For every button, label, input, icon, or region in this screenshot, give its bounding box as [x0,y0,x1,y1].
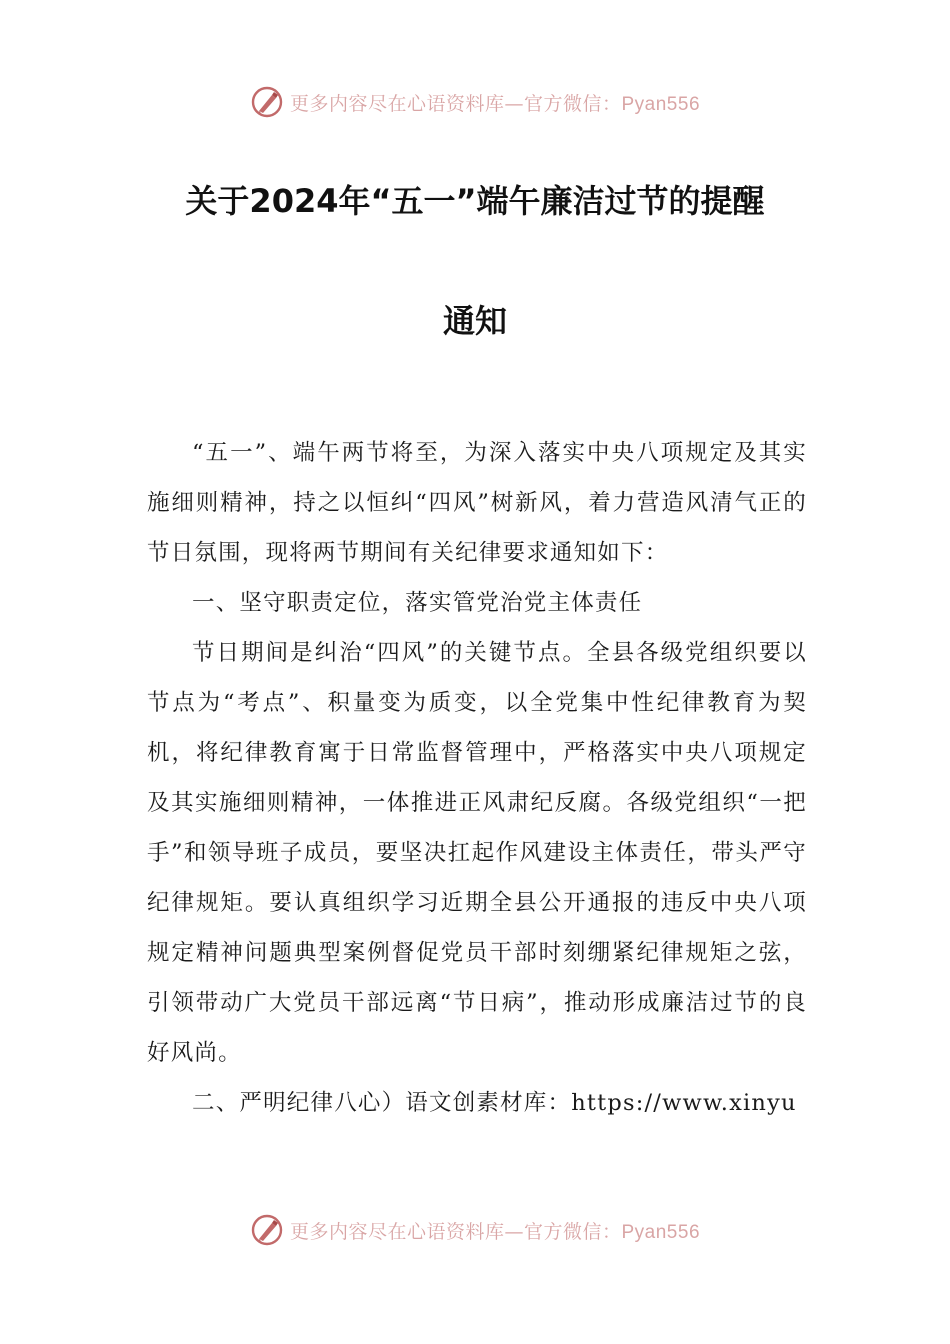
watermark-wechat-id: Pyan556 [621,93,701,115]
section-heading-2: 二、严明纪律八心）语文创素材库：https://www.xinyu [192,1090,797,1116]
paragraph-intro: “五一”、端午两节将至，为深入落实中央八项规定及其实施细则精神，持之以恒纠“四风”树新风，着力营造风清气正的节日氛围，现将两节期间有关纪律要求通知如下： [147,440,807,566]
section-heading-1: 一、坚守职责定位，落实管党治党主体责任 [192,590,643,616]
pen-nib-logo-icon [250,85,284,119]
watermark-text: 更多内容尽在心语资料库—官方微信：Pyan556 [289,92,701,115]
document-title-line1: 关于2024年“五一”端午廉洁过节的提醒 [185,182,765,220]
document-body [147,428,807,1128]
header-watermark [0,82,950,122]
pen-nib-logo-icon [250,1213,284,1247]
paragraph-section-1: 节日期间是纠治“四风”的关键节点。全县各级党组织要以节点为“考点”、积量变为质变，以全党集中性纪律教育为契机，将纪律教育寓于日常监督管理中，严格落实中央八项规定及其实施细则精神，一体推进正风肃纪反腐。各级党组织“一把手”和领导班子成员，要坚决扛起作风建设主体责任，带头严守纪律规矩。要认真组织学习近期全县公开通报的违反中央八项规定精神问题典型案例督促党员干部时刻绷紧纪律规矩之弦，引领带动广大党员干部远离“节日病”，推动形成廉洁过节的良好风尚。 [147,640,807,1066]
watermark-text: 更多内容尽在心语资料库—官方微信：Pyan556 [289,1220,701,1243]
watermark-wechat-id: Pyan556 [621,1221,701,1243]
document-title-line2: 通知 [442,302,507,340]
footer-watermark [0,1210,950,1250]
